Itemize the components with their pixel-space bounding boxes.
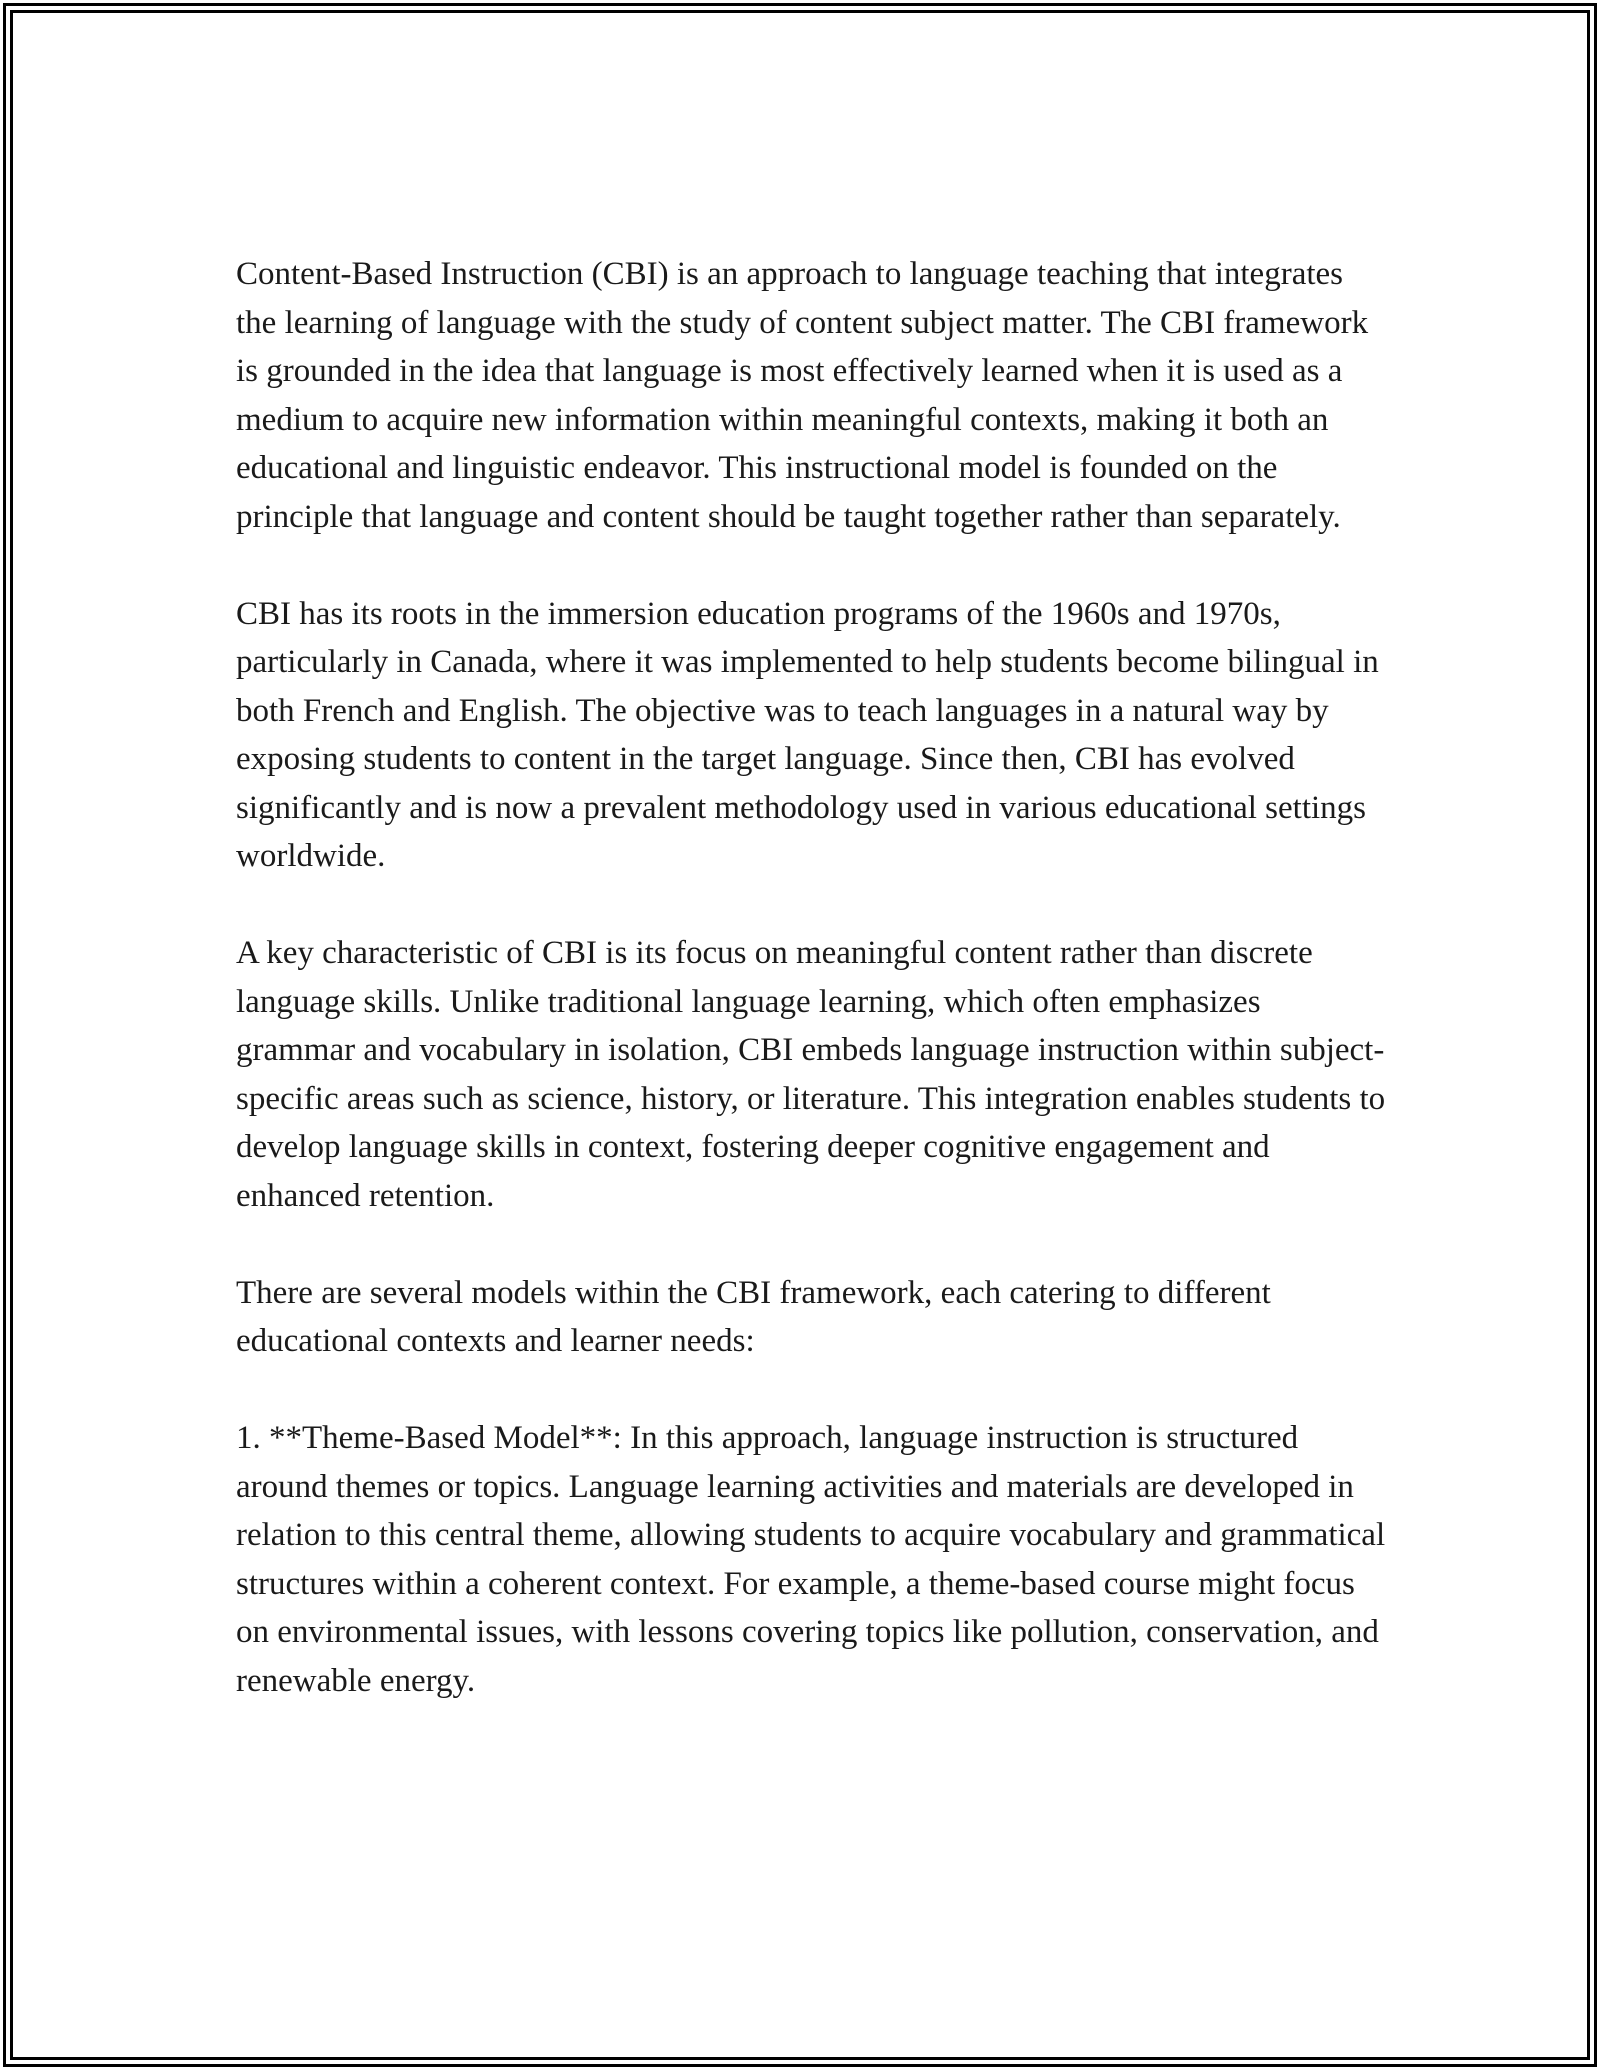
paragraph-cbi-history: CBI has its roots in the immersion education programs of the 1960s and 1970s, particularly in Canada, where it was implemented to help students become bilingual in both French and English. The objective was to teach languages in a natural way by exposing students to content in the target language. Since then, CBI has evolved significantly and is now a prevalent methodology used in various educational settings worldwide.	[236, 595, 1379, 874]
paragraph-cbi-models-intro: There are several models within the CBI framework, each catering to different educational contexts and learner needs:	[236, 1274, 1271, 1359]
paragraph-cbi-definition: Content-Based Instruction (CBI) is an approach to language teaching that integrates the learning of language with the study of content subject matter. The CBI framework is grounded in the idea that language is most effectively learned when it is used as a medium to acquire new information within meaningful contexts, making it both an educational and linguistic endeavor. This instructional model is founded on the principle that language and content should be taught together rather than separately.	[236, 256, 1369, 535]
paragraph-theme-based-model: 1. **Theme-Based Model**: In this approach, language instruction is structured around themes or topics. Language learning activities and materials are developed in relation to this central theme, allowing students to acquire vocabulary and grammatical structures within a coherent context. For example, a theme-based course might focus on environmental issues, with lessons covering topics like pollution, conservation, and renewable energy.	[236, 1420, 1386, 1699]
document-body	[236, 250, 1386, 1754]
paragraph-cbi-characteristics: A key characteristic of CBI is its focus on meaningful content rather than discrete language skills. Unlike traditional language learning, which often emphasizes grammar and vocabulary in isolation, CBI embeds language instruction within subject-specific areas such as science, history, or literature. This integration enables students to develop language skills in context, fostering deeper cognitive engagement and enhanced retention.	[236, 935, 1386, 1214]
